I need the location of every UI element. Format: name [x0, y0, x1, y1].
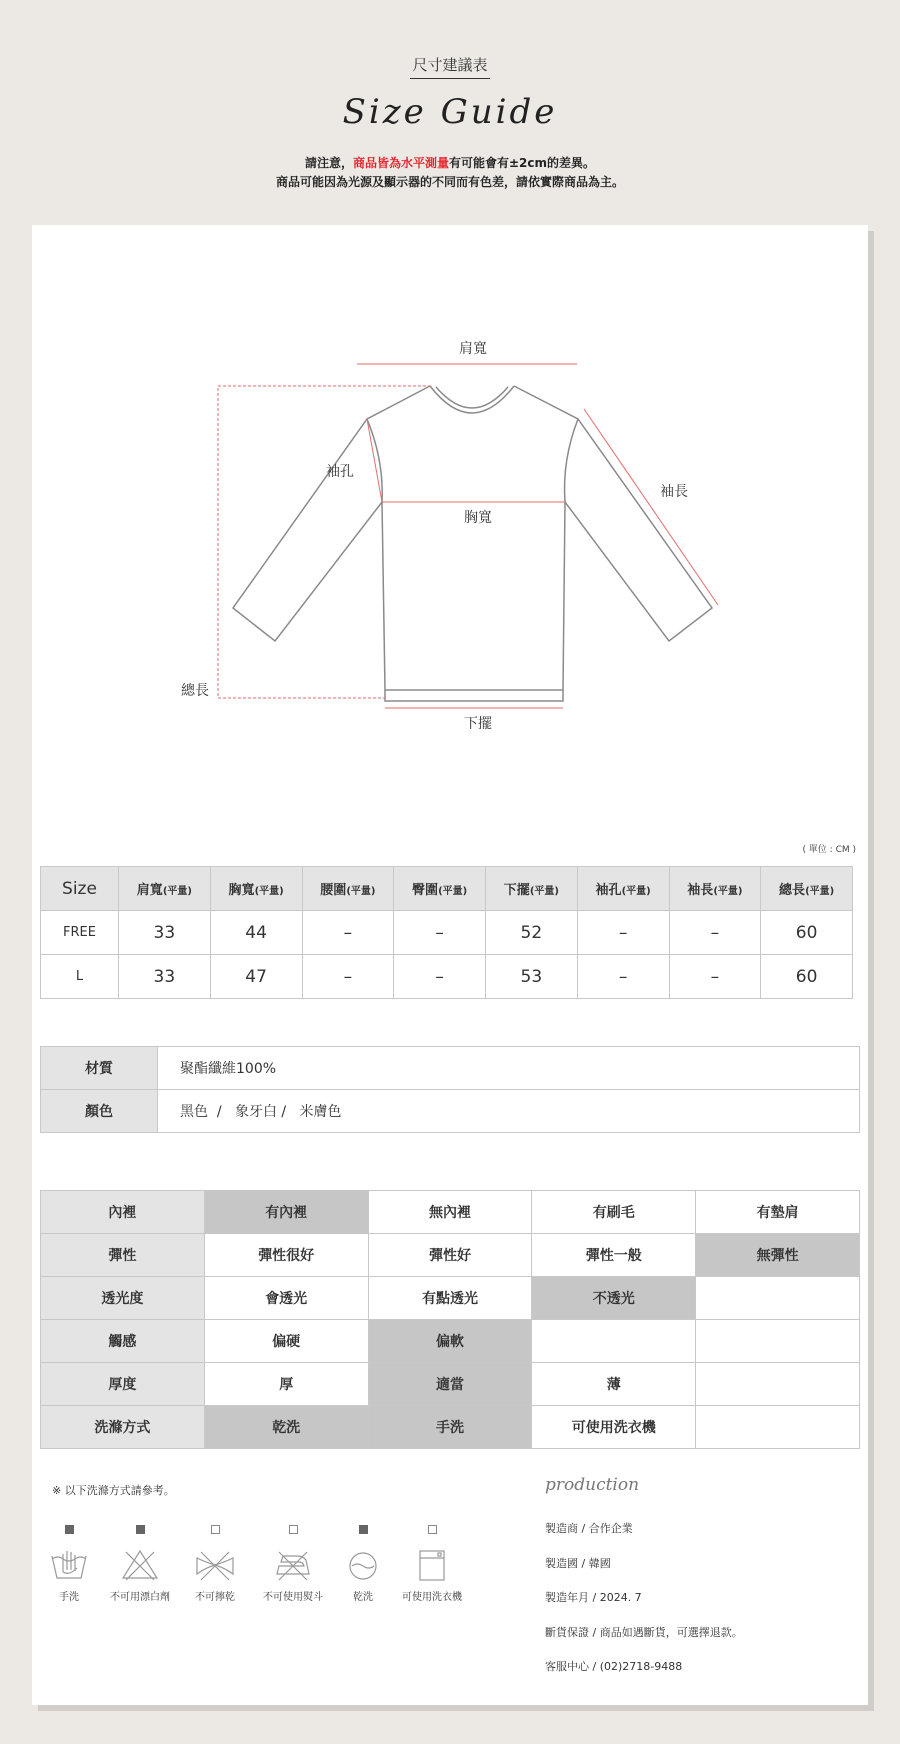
size-table [40, 866, 853, 999]
size-row [41, 911, 853, 955]
measurement-notice [0, 154, 900, 192]
size-name: L [41, 955, 119, 999]
attr-option-selected: 手洗 [368, 1406, 532, 1449]
attr-option [696, 1320, 860, 1363]
unit-note: ( 單位 : CM ) [802, 845, 856, 855]
washing-machine-icon [412, 1548, 452, 1582]
label-shoulder: 肩寬 [459, 341, 487, 357]
attr-option-selected: 乾洗 [204, 1406, 368, 1449]
wash-item-no-wring [175, 1525, 255, 1603]
notice-line-2: 商品可能因為光源及顯示器的不同而有色差，請依實際商品為主。 [275, 175, 624, 189]
attr-label: 內裡 [41, 1191, 205, 1234]
size-value: – [302, 911, 394, 955]
attr-option [696, 1406, 860, 1449]
attr-option-selected: 偏軟 [368, 1320, 532, 1363]
attr-label: 洗滌方式 [41, 1406, 205, 1449]
color-value: 黑色 / 象牙白 / 米膚色 [158, 1090, 860, 1133]
checkbox-icon [289, 1525, 298, 1534]
color-row [41, 1090, 860, 1133]
size-value: 47 [210, 955, 302, 999]
attr-option: 可使用洗衣機 [532, 1406, 696, 1449]
size-col-header: 肩寬(平量) [119, 867, 211, 911]
material-table [40, 1046, 860, 1133]
attr-row-transparency [41, 1277, 860, 1320]
production-manufacturer: 製造商 / 合作企業 [545, 1522, 633, 1535]
label-length: 總長 [181, 683, 209, 699]
label-chest: 胸寬 [464, 510, 492, 526]
attr-option: 彈性一般 [532, 1234, 696, 1277]
attr-option: 薄 [532, 1363, 696, 1406]
attr-option-selected: 不透光 [532, 1277, 696, 1320]
garment-diagram [32, 225, 868, 825]
wash-item-no-iron [253, 1525, 333, 1603]
attr-option [532, 1320, 696, 1363]
sleeve-line [584, 409, 718, 605]
attr-option: 會透光 [204, 1277, 368, 1320]
attr-option-selected: 有內裡 [204, 1191, 368, 1234]
length-line [218, 386, 431, 698]
attr-option: 厚 [204, 1363, 368, 1406]
wash-item-dry-clean [323, 1525, 403, 1603]
production-service: 客服中心 / (02)2718-9488 [545, 1660, 683, 1673]
size-col-header: 臀圍(平量) [394, 867, 486, 911]
attr-row-thickness [41, 1363, 860, 1406]
attr-row-texture [41, 1320, 860, 1363]
dry-clean-icon [343, 1548, 383, 1582]
size-name: FREE [41, 911, 119, 955]
size-value: – [669, 911, 761, 955]
sweater-outline [233, 386, 712, 701]
size-value: 33 [119, 911, 211, 955]
attr-option [696, 1277, 860, 1320]
notice-line-1: 請注意，商品皆為水平測量有可能會有±2cm的差異。 [304, 156, 596, 170]
size-value: – [577, 911, 669, 955]
attr-option: 有點透光 [368, 1277, 532, 1320]
label-sleeve: 袖長 [660, 484, 688, 500]
size-value: 33 [119, 955, 211, 999]
checkbox-icon [359, 1525, 368, 1534]
attr-option-selected: 適當 [368, 1363, 532, 1406]
attr-row-washing [41, 1406, 860, 1449]
no-bleach-icon [120, 1548, 160, 1582]
attr-label: 厚度 [41, 1363, 205, 1406]
production-title: production [545, 1475, 640, 1495]
checkbox-icon [136, 1525, 145, 1534]
checkbox-icon [211, 1525, 220, 1534]
attr-option: 偏硬 [204, 1320, 368, 1363]
size-value: 60 [761, 955, 853, 999]
size-value: – [669, 955, 761, 999]
size-value: – [302, 955, 394, 999]
label-armhole: 袖孔 [326, 464, 354, 480]
production-date: 製造年月 / 2024. 7 [545, 1591, 642, 1604]
production-policy: 斷貨保證 / 商品如遇斷貨，可選擇退款。 [545, 1626, 743, 1639]
wash-label: 不可用漂白劑 [110, 1592, 170, 1603]
wash-item-washing-machine [392, 1525, 472, 1603]
size-col-header: 胸寬(平量) [210, 867, 302, 911]
checkbox-icon [428, 1525, 437, 1534]
wash-label: 可使用洗衣機 [402, 1592, 462, 1603]
attr-label: 觸感 [41, 1320, 205, 1363]
material-row [41, 1047, 860, 1090]
attr-option: 有墊肩 [696, 1191, 860, 1234]
washing-note: ※ 以下洗滌方式請參考。 [52, 1484, 175, 1497]
checkbox-icon [65, 1525, 74, 1534]
size-guide-title: Size Guide [342, 92, 558, 132]
size-value: 60 [761, 911, 853, 955]
size-col-header: 腰圍(平量) [302, 867, 394, 911]
attr-option: 彈性好 [368, 1234, 532, 1277]
size-header-row [41, 867, 853, 911]
size-value: 44 [210, 911, 302, 955]
size-col-header: 總長(平量) [761, 867, 853, 911]
attr-option: 無內裡 [368, 1191, 532, 1234]
wash-label: 手洗 [59, 1592, 79, 1603]
size-value: 53 [486, 955, 578, 999]
size-value: 52 [486, 911, 578, 955]
material-label: 材質 [41, 1047, 158, 1090]
wash-item-hand-wash [29, 1525, 109, 1603]
size-row [41, 955, 853, 999]
production-country: 製造國 / 韓國 [545, 1557, 611, 1570]
no-wring-icon [195, 1548, 235, 1582]
attribute-table [40, 1190, 860, 1449]
wash-item-no-bleach [100, 1525, 180, 1603]
wash-label: 不可擰乾 [195, 1592, 235, 1603]
attr-row-lining [41, 1191, 860, 1234]
color-label: 顏色 [41, 1090, 158, 1133]
size-corner: Size [41, 867, 119, 911]
size-value: – [577, 955, 669, 999]
size-col-header: 袖孔(平量) [577, 867, 669, 911]
wash-label: 不可使用熨斗 [263, 1592, 323, 1603]
hand-wash-icon [49, 1548, 89, 1582]
attr-label: 透光度 [41, 1277, 205, 1320]
no-iron-icon [273, 1548, 313, 1582]
notice-highlight: 商品皆為水平測量 [352, 156, 449, 170]
size-value: – [394, 955, 486, 999]
attr-option-selected: 無彈性 [696, 1234, 860, 1277]
attr-option: 彈性很好 [204, 1234, 368, 1277]
size-col-header: 袖長(平量) [669, 867, 761, 911]
size-col-header: 下擺(平量) [486, 867, 578, 911]
size-card [32, 225, 868, 1705]
attr-label: 彈性 [41, 1234, 205, 1277]
attr-row-elasticity [41, 1234, 860, 1277]
material-value: 聚酯纖維100% [158, 1047, 860, 1090]
size-guide-subtitle: 尺寸建議表 [0, 54, 900, 75]
wash-label: 乾洗 [353, 1592, 373, 1603]
measure-lines [218, 364, 718, 708]
label-hem: 下擺 [464, 716, 492, 732]
attr-option [696, 1363, 860, 1406]
attr-option: 有刷毛 [532, 1191, 696, 1234]
size-value: – [394, 911, 486, 955]
